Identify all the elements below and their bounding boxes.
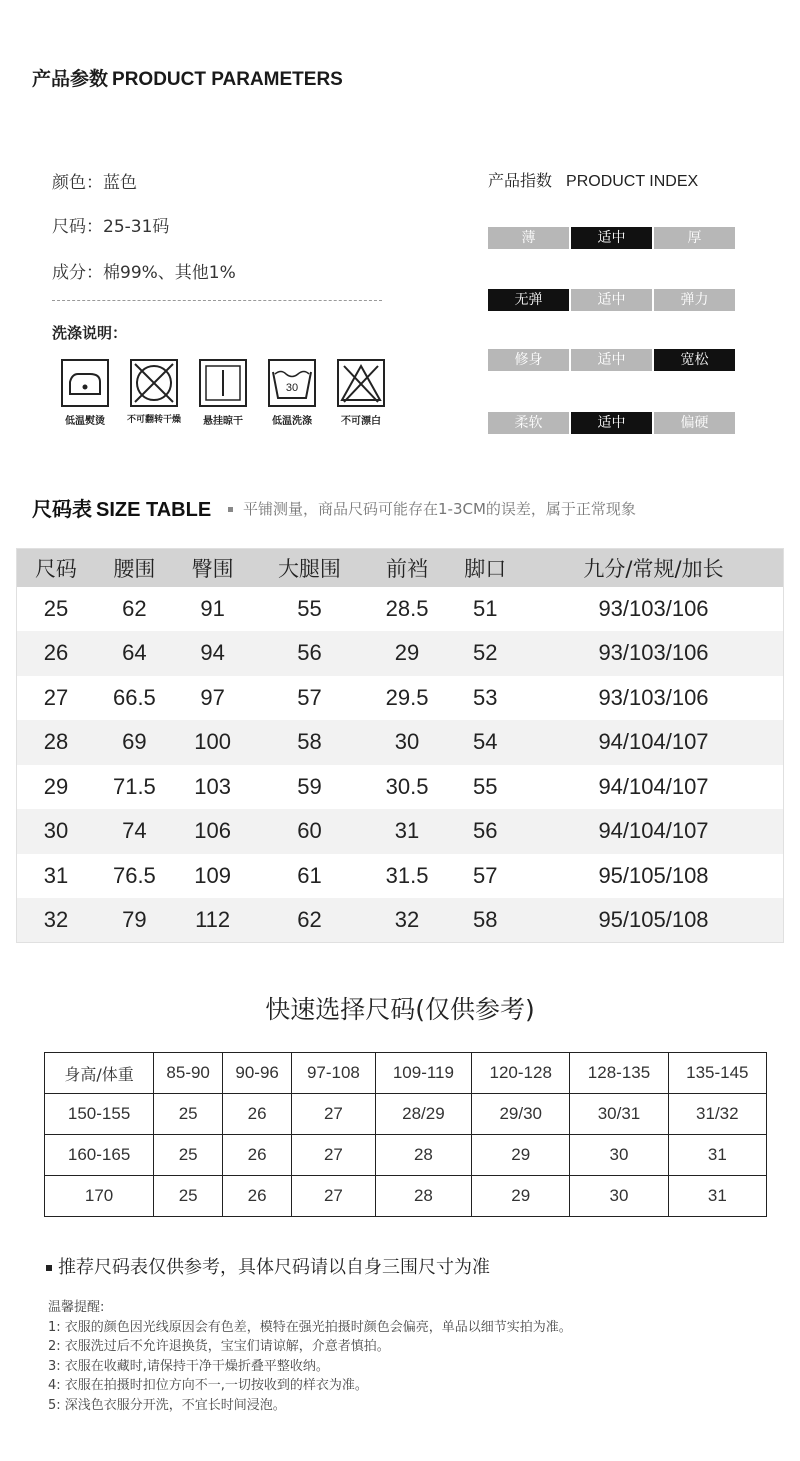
size-cell: 52 bbox=[447, 631, 524, 676]
size-cell: 94 bbox=[174, 631, 251, 676]
wash-item-iron bbox=[50, 358, 120, 430]
quick-cell: 25 bbox=[154, 1094, 223, 1135]
size-cell: 97 bbox=[200, 684, 225, 710]
tips-line: 3: 衣服在收藏时,请保持干净干燥折叠平整收纳。 bbox=[48, 1358, 329, 1374]
size-cell: 56 bbox=[251, 631, 367, 676]
size-table-title bbox=[32, 493, 211, 522]
size-title-en: SIZE TABLE bbox=[96, 499, 212, 521]
quick-cell: 26 bbox=[223, 1094, 292, 1135]
wash-label: 悬挂晾干 bbox=[203, 416, 243, 427]
quick-cell: 28/29 bbox=[375, 1094, 471, 1135]
size-cell: 26 bbox=[17, 631, 95, 676]
size-cell: 57 bbox=[297, 684, 322, 710]
index-cell: 适中 bbox=[571, 227, 652, 249]
size-cell: 61 bbox=[297, 862, 322, 888]
size-cell: 95/105/108 bbox=[598, 862, 709, 888]
index-cell: 柔软 bbox=[488, 412, 569, 434]
size-cell: 62 bbox=[251, 898, 367, 943]
size-cell: 29 bbox=[368, 631, 447, 676]
size-cell: 109 bbox=[194, 862, 231, 888]
quick-cell: 25 bbox=[154, 1135, 223, 1176]
tips bbox=[48, 1298, 572, 1415]
size-cell: 30 bbox=[17, 809, 95, 854]
size-cell: 28.5 bbox=[385, 595, 429, 621]
size-cell: 32 bbox=[17, 898, 95, 943]
size-cell: 94/104/107 bbox=[598, 773, 709, 799]
size-row bbox=[17, 898, 784, 943]
quick-cell: 28 bbox=[375, 1176, 471, 1217]
quick-cell: 27 bbox=[292, 1094, 376, 1135]
size-cell: 100 bbox=[174, 720, 251, 765]
quick-select-table bbox=[44, 1052, 767, 1217]
quick-header-cell: 135-145 bbox=[668, 1053, 766, 1094]
size-header-cell: 前裆 bbox=[368, 549, 447, 587]
bullet-icon bbox=[228, 507, 233, 512]
quick-header-cell: 90-96 bbox=[223, 1053, 292, 1094]
size-header-cell: 腰围 bbox=[95, 549, 174, 587]
wash-label: 低温熨烫 bbox=[65, 416, 105, 427]
size-cell: 76.5 bbox=[112, 862, 156, 888]
title-en: PRODUCT PARAMETERS bbox=[112, 69, 343, 90]
size-cell: 30 bbox=[368, 720, 447, 765]
index-cell: 薄 bbox=[488, 227, 569, 249]
size-cell: 93/103/106 bbox=[524, 631, 784, 676]
size-cell: 53 bbox=[473, 684, 498, 710]
index-cell: 适中 bbox=[571, 412, 652, 434]
size-cell: 30.5 bbox=[385, 773, 429, 799]
size-table-note bbox=[228, 498, 636, 519]
size-cell: 56 bbox=[447, 809, 524, 854]
quick-cell: 160-165 bbox=[45, 1135, 154, 1176]
size-cell: 55 bbox=[297, 595, 322, 621]
size-cell: 25 bbox=[43, 595, 69, 621]
quick-cell: 30 bbox=[570, 1135, 668, 1176]
quick-header-cell: 85-90 bbox=[154, 1053, 223, 1094]
size-cell: 91 bbox=[200, 595, 225, 621]
tips-line: 2: 衣服洗过后不允许退换货，宝宝们请谅解，介意者慎拍。 bbox=[48, 1339, 390, 1354]
size-cell: 95/105/108 bbox=[524, 898, 784, 943]
size-cell: 94/104/107 bbox=[524, 809, 784, 854]
index-title-en: PRODUCT INDEX bbox=[566, 173, 699, 190]
quick-cell: 31/32 bbox=[668, 1094, 766, 1135]
title-cn: 产品参数 bbox=[32, 68, 109, 90]
size-cell: 32 bbox=[368, 898, 447, 943]
index-row-softness bbox=[488, 412, 735, 434]
size-cell: 112 bbox=[174, 898, 251, 943]
size-row bbox=[17, 587, 784, 632]
size-cell: 29 bbox=[43, 773, 69, 799]
size-table bbox=[16, 548, 784, 943]
no-tumble-dry-icon bbox=[129, 358, 179, 408]
quick-row bbox=[45, 1094, 767, 1135]
size-cell: 51 bbox=[473, 595, 498, 621]
size-cell: 55 bbox=[473, 773, 498, 799]
wash-item-bleach bbox=[326, 358, 396, 430]
quick-header-cell: 身高/体重 bbox=[45, 1053, 154, 1094]
quick-cell: 26 bbox=[223, 1135, 292, 1176]
wash-item-wash bbox=[257, 358, 327, 430]
quick-header-row bbox=[45, 1053, 767, 1094]
wash-icons bbox=[50, 358, 390, 430]
quick-cell: 29 bbox=[472, 1135, 570, 1176]
param-size: 尺码：25-31码 bbox=[52, 217, 170, 237]
size-cell: 59 bbox=[297, 773, 322, 799]
recommend-note bbox=[46, 1253, 490, 1279]
wash-item-tumble bbox=[119, 358, 189, 430]
size-row bbox=[17, 765, 784, 810]
size-cell: 64 bbox=[95, 631, 174, 676]
quick-cell: 31 bbox=[668, 1135, 766, 1176]
tips-line: 5: 深浅色衣服分开洗，不宜长时间浸泡。 bbox=[48, 1397, 286, 1413]
quick-header-cell: 128-135 bbox=[570, 1053, 668, 1094]
size-cell: 60 bbox=[251, 809, 367, 854]
param-color: 颜色：蓝色 bbox=[52, 173, 137, 193]
size-row bbox=[17, 720, 784, 765]
size-cell: 93/103/106 bbox=[598, 595, 709, 621]
size-cell: 66.5 bbox=[112, 684, 156, 710]
size-cell: 31 bbox=[43, 862, 69, 888]
quick-cell: 27 bbox=[292, 1176, 376, 1217]
quick-row bbox=[45, 1135, 767, 1176]
quick-row bbox=[45, 1176, 767, 1217]
size-row bbox=[17, 809, 784, 854]
size-cell: 103 bbox=[194, 773, 231, 799]
size-cell: 57 bbox=[473, 862, 498, 888]
recommend-text: 推荐尺码表仅供参考，具体尺码请以自身三围尺寸为准 bbox=[58, 1257, 490, 1278]
index-cell: 无弹 bbox=[488, 289, 569, 311]
quick-cell: 29/30 bbox=[472, 1094, 570, 1135]
size-cell: 31.5 bbox=[385, 862, 429, 888]
quick-header-cell: 120-128 bbox=[472, 1053, 570, 1094]
wash-item-hang bbox=[188, 358, 258, 430]
no-bleach-icon bbox=[336, 358, 386, 408]
size-cell: 94/104/107 bbox=[524, 720, 784, 765]
quick-cell: 30 bbox=[570, 1176, 668, 1217]
quick-cell: 30/31 bbox=[570, 1094, 668, 1135]
size-cell: 62 bbox=[122, 595, 147, 621]
quick-cell: 28 bbox=[375, 1135, 471, 1176]
size-row bbox=[17, 631, 784, 676]
size-cell: 27 bbox=[43, 684, 69, 710]
size-header-cell: 脚口 bbox=[447, 549, 524, 587]
size-row bbox=[17, 676, 784, 721]
size-cell: 69 bbox=[95, 720, 174, 765]
quick-cell: 150-155 bbox=[45, 1094, 154, 1135]
size-cell: 58 bbox=[251, 720, 367, 765]
wash-30-icon bbox=[267, 358, 317, 408]
index-cell: 弹力 bbox=[654, 289, 735, 311]
index-cell: 适中 bbox=[571, 349, 652, 371]
index-row-thickness bbox=[488, 227, 735, 249]
quick-cell: 29 bbox=[472, 1176, 570, 1217]
wash-label: 不可翻转干燥 bbox=[126, 415, 181, 425]
size-header-cell: 臀围 bbox=[174, 549, 251, 587]
tips-line: 4: 衣服在拍摄时扣位方向不一,一切按收到的样衣为准。 bbox=[48, 1378, 368, 1393]
quick-cell: 170 bbox=[45, 1176, 154, 1217]
quick-cell: 31 bbox=[668, 1176, 766, 1217]
tips-line: 1: 衣服的颜色因光线原因会有色差，模特在强光拍摄时颜色会偏亮，单品以细节实拍为准。 bbox=[48, 1319, 572, 1335]
size-cell: 29.5 bbox=[385, 684, 429, 710]
size-cell: 58 bbox=[447, 898, 524, 943]
wash-instructions-title: 洗涤说明： bbox=[52, 324, 128, 342]
index-row-elasticity bbox=[488, 289, 735, 311]
quick-cell: 25 bbox=[154, 1176, 223, 1217]
size-header-cell: 大腿围 bbox=[251, 549, 367, 587]
size-header-cell: 九分/常规/加长 bbox=[524, 549, 784, 587]
size-title-cn: 尺码表 bbox=[32, 497, 92, 521]
size-cell: 28 bbox=[17, 720, 95, 765]
size-table-header bbox=[17, 549, 784, 587]
quick-cell: 26 bbox=[223, 1176, 292, 1217]
index-cell: 宽松 bbox=[654, 349, 735, 371]
divider bbox=[52, 300, 382, 301]
index-cell: 厚 bbox=[654, 227, 735, 249]
iron-low-icon bbox=[60, 358, 110, 408]
wash-label: 低温洗涤 bbox=[272, 416, 312, 427]
product-index-title bbox=[488, 168, 698, 191]
size-cell: 93/103/106 bbox=[598, 684, 709, 710]
size-cell: 74 bbox=[95, 809, 174, 854]
wash-temp: 30 bbox=[285, 382, 299, 394]
hang-dry-icon bbox=[198, 358, 248, 408]
param-material: 成分：棉99%、其他1% bbox=[52, 263, 236, 283]
index-cell: 适中 bbox=[571, 289, 652, 311]
size-cell: 54 bbox=[447, 720, 524, 765]
index-cell: 偏硬 bbox=[654, 412, 735, 434]
quick-header-cell: 97-108 bbox=[292, 1053, 376, 1094]
size-row bbox=[17, 854, 784, 899]
size-cell: 31 bbox=[368, 809, 447, 854]
wash-label: 不可漂白 bbox=[341, 416, 381, 427]
size-cell: 79 bbox=[95, 898, 174, 943]
size-header-cell: 尺码 bbox=[17, 549, 95, 587]
size-cell: 71.5 bbox=[112, 773, 156, 799]
size-cell: 106 bbox=[174, 809, 251, 854]
index-row-fit bbox=[488, 349, 735, 371]
quick-header-cell: 109-119 bbox=[375, 1053, 471, 1094]
product-parameters-title bbox=[32, 64, 343, 91]
size-note-text: 平铺测量，商品尺码可能存在1-3CM的误差，属于正常现象 bbox=[243, 500, 636, 518]
index-cell: 修身 bbox=[488, 349, 569, 371]
tips-title: 温馨提醒: bbox=[48, 1300, 105, 1315]
quick-select-title: 快速选择尺码(仅供参考) bbox=[265, 995, 535, 1024]
index-title-cn: 产品指数 bbox=[488, 171, 553, 190]
bullet-icon bbox=[46, 1265, 52, 1271]
quick-cell: 27 bbox=[292, 1135, 376, 1176]
